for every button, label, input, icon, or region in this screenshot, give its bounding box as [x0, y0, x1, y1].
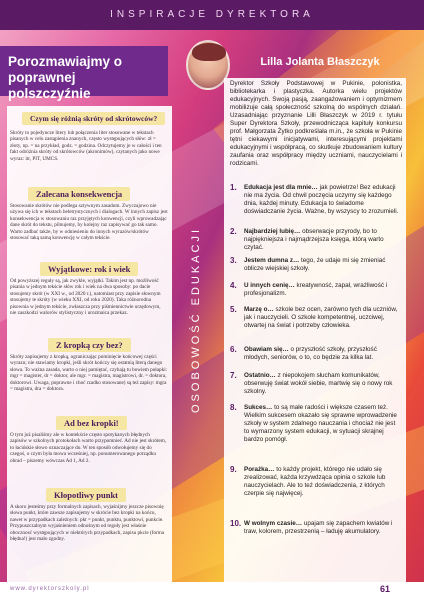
list-item: 1. Edukacja jest dla mnie… jak powietrze! Bez edukacji nie ma życia. Od chwil poczęcia uczymy się każdego dnia, każdej minuty. Edukacja to świadome doświadczanie życia. Ważne, by wszyscy to zrozumieli.: [230, 183, 399, 215]
list-item: 7. Ostatnio… z niepokojem słucham komunikatów, obserwuję świat wokół siebie, martwię się o nowy rok szkolny.: [230, 371, 393, 395]
list-item: 2. Najbardziej lubię… obserwacje przyrody, bo to najpiękniejsza i najmądrzejsza księga, którą warto czytać.: [230, 227, 384, 251]
list-item: 10. W wolnym czasie… upajam się zapachem kwiatów i traw, kolorem, przestrzenią – ładuję akumulatory.: [230, 519, 393, 535]
section-text: Stosowanie skrótów nie podlega sztywnym zasadom. Zwyczajowo nie używa się ich w tekstach beletrystycznych i dialogach. W innych zapisz jest konsekwencja w stosowaniu raz przyjętych konwencji, czyli wprowadzając dane skrót do tekstu, pilnujemy, by kolejny raz zapisywać go tak samo. Warto zadbać także, by w odniesieniu do innych wyrazów/skrótów stosować taką samą konwencję w całym tekście.: [10, 203, 168, 242]
section-text: O tym już pisaliśmy ale w kontekście często spotykanych błędnych zapisów w szkolnych protokołach warto przypomnieć. Ad nie jest skrótem, to łacińskie słowo oznaczające do. W ten sposób odwołujemy się do czegoś, o czym była mowa wcześniej, np. ponumerowanego porządku obrad – piszemy wówczas Ad 1, Ad 2.: [10, 432, 167, 464]
section-text: Od powyższej reguły są, jak zwykle, wyjątki. Takim jest np. możliwość pisania w jednym tekście słów rok i wiek na dwa sposoby: po dacie stosujemy skrót (w XXI w., od 2020 r.), natomiast przy zapisie słownym stosujemy te skróty (w wieku XXI, od roku 2020). Taka różnorodna pisownia w jednym tekście, zwłaszcza przy piśmiennictwie urzędowym, nie zaszkodzi walorów stylistyczny i urozmaica przekaz.: [10, 278, 161, 317]
page-header-title: INSPIRACJE DYREKTORA: [110, 9, 314, 20]
list-item: 3. Jestem dumna z… tego, że udaje mi się zmieniać oblicze wiejskiej szkoły.: [230, 256, 386, 272]
section-heading: Czym się różnią skróty od skrótowców?: [22, 112, 165, 125]
author-bio: Dyrektor Szkoły Podstawowej w Pukinie, polonistka, bibliotekarka i plastyczka. Autorka wielu projektów edukacyjnych. Swoją pasją, zaangażowaniem i optymizmem mobilizuje całą społeczność szkolną do wspólnych działań. Uzasadniając przyznanie Lilli Błaszczyk w 2019 r. tytułu Super Dyrektora Szkoły, przewodnicząca kapituły konkursu prof. Małgorzata Żytko podkreślała m.in., że szkoła w Pukinie tętni ciekawymi inicjatywami, interesującymi projektami edukacyjnymi i współpracą, co skutkuje zbudowaniem kultury zaufania oraz współpracy między uczniami, nauczycielami i rodzicami.: [230, 80, 402, 167]
list-item: 5. Marzę o… szkole bez ocen, zarówno tych dla uczniów, jak i nauczycieli. O szkole kompetentnej, uczciwej, otwartej na świat i potrzeby człowieka.: [230, 305, 398, 329]
left-column: [0, 46, 175, 582]
section-text: Skróty to pojedyncze litery lub połączenia liter stosowane w tekstach pisanych w celu zastąpienia znanych, często występujących słów: zł = złoty, np. = na przykład, godz. = godzina. Odczytujemy je w całości i ten fakt odróżnia skróty od skrótowców (akronimów), czytanych jako nowe wyraz: itr, PIT, UMCS.: [10, 130, 162, 162]
list-item: 9. Porażka… to każdy projekt, którego nie udało się zrealizować, każda krzywdząca opinia o szkole lub nauczycielach. Ale to też doświadczenia, z których czerpie się najwięcej.: [230, 465, 386, 497]
section-text: A skoro jesteśmy przy formalnych zapisach, wyjaśnijmy jeszcze pisownię słowa punkt, które zawsze zapisujemy w skrócie bez kropki na końcu, nawet w przypadkach zależnych: pkt = punkt, punktu, punktowi, punkcie. Przypuszczalnym wyjaśnieniem odnośnym od reguły jest właśnie obocznosć występujących w niektórych przypadkach, zapisu pkcie (forma błędna!) jest mało zgodny.: [10, 504, 165, 543]
list-item: 8. Sukces… to są małe radości i większe czasem też. Wielkim sukcesem okazało się sprawne wprowadzenie szkoły w system zdalnego nauczania i chociaż nie jest to wymarzony system edukacji, w sytuacji skrajnej bardzo pomógł.: [230, 403, 397, 443]
section-text: Skróty zapisujemy z kropką, ograniczając pominięcie końcowej części wyrazu; nie stawiamy kropki, jeśli skrót kończy się ostatnią literą danego słowa. To ważna zasada, warto o niej pamiętać, czyhają tu bowiem pułapki: mgr = magister, dr = doktor, ale mgr. = magistra, magistrowi, dr. = doktora, doktorowi. Uwaga, poprawne i choć rzadko stosowane) są też zapisy: mgra = magistra, dra = doktora.: [10, 354, 168, 393]
left-column-title: Porozmawiajmy o poprawnej polszczyźnie: [0, 46, 168, 96]
vertical-section-label: OSOBOWOŚĆ EDUKACJI: [190, 226, 202, 414]
list-item: 4. U innych cenię… kreatywność, zapał, wrażliwość i profesjonalizm.: [230, 281, 388, 297]
author-name: Lilla Jolanta Błaszczyk: [260, 56, 380, 68]
section-heading: Z kropką czy bez?: [48, 338, 131, 352]
section-heading: Wyjątkowe: rok i wiek: [40, 262, 138, 276]
section-heading: Zalecana konsekwencja: [28, 187, 130, 201]
section-heading: Ad bez kropki!: [56, 416, 127, 430]
section-heading: Kłopotliwy punkt: [46, 488, 126, 502]
footer-website-url: www.dyrektorszkoly.pl: [10, 586, 90, 592]
page-number: 61: [380, 584, 391, 594]
list-item: 6. Obawiam się… o przyszłość szkoły, przyszłość młodych, seniorów, o to, co będzie za kilka lat.: [230, 345, 377, 361]
